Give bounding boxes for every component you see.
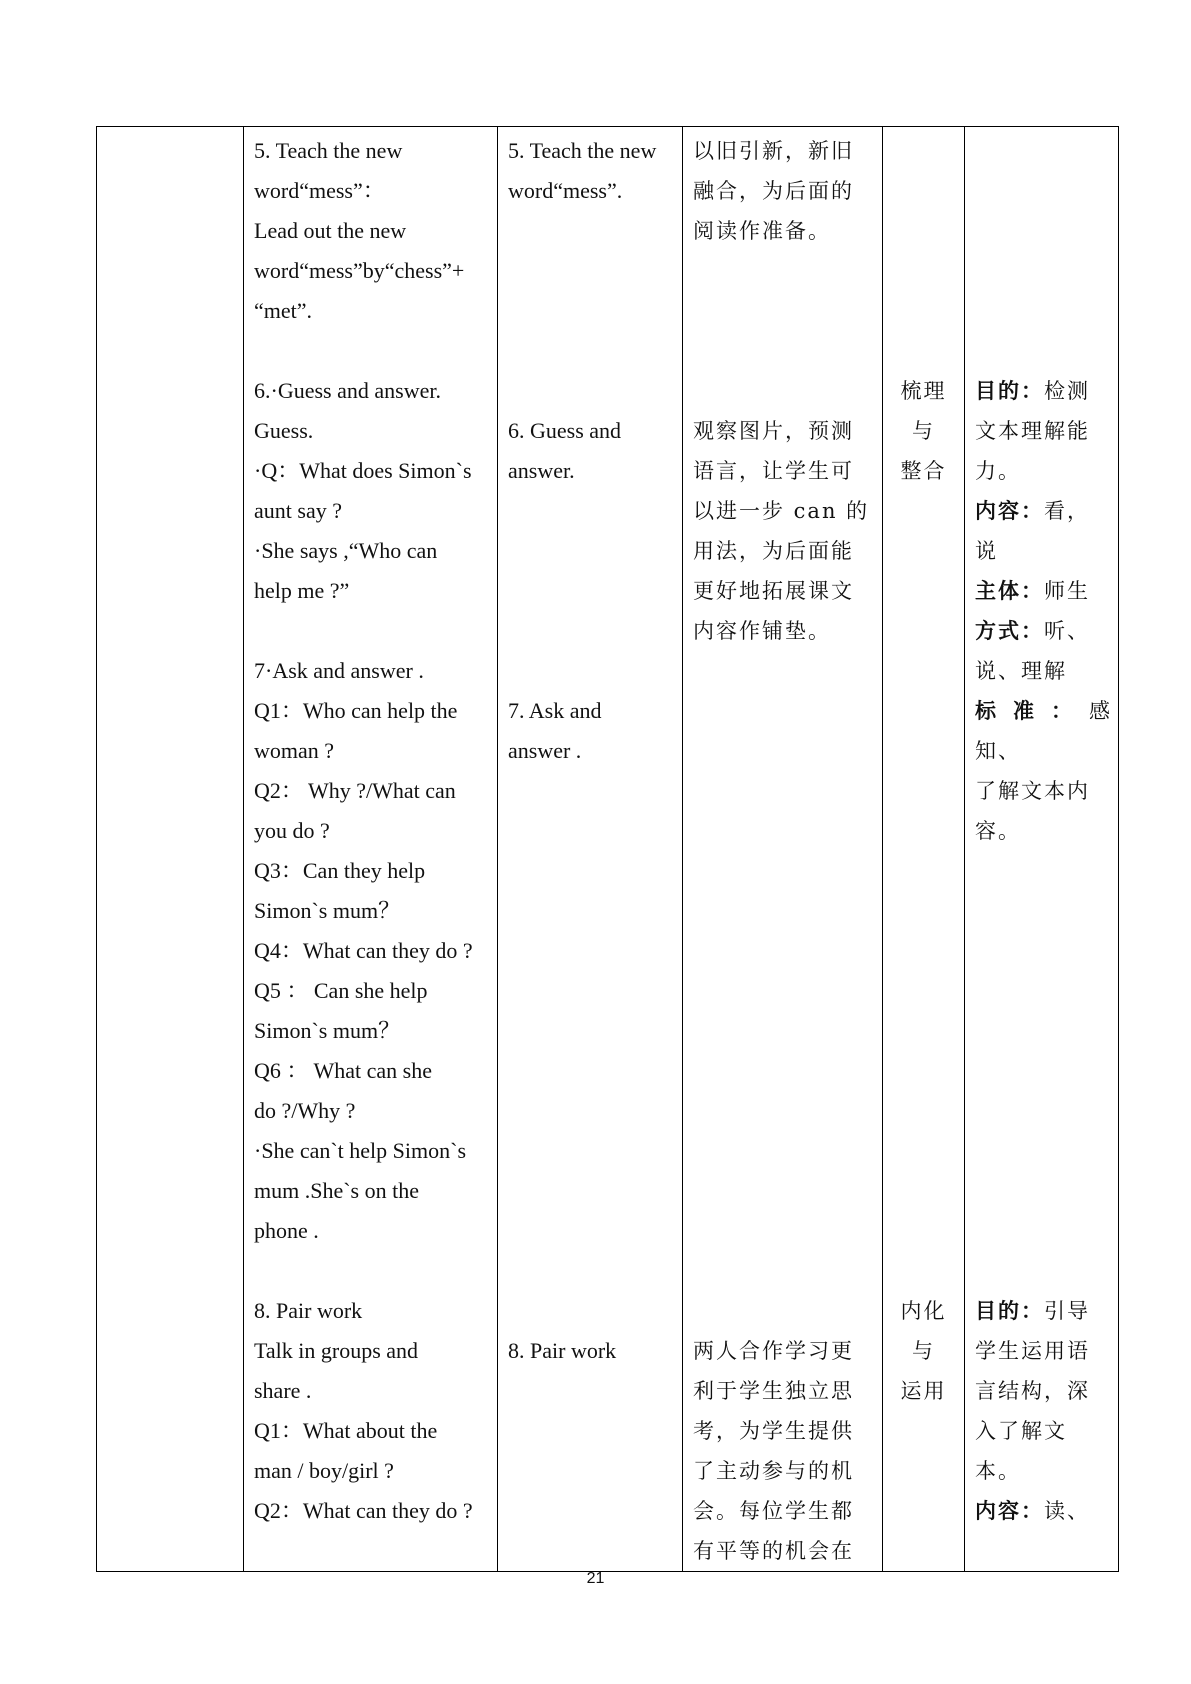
- evaluation-block: [975, 371, 1112, 1291]
- text-line: “met”.: [254, 298, 313, 323]
- text-line: 内化: [900, 1299, 947, 1323]
- text-line: word“mess”by“chess”+: [254, 258, 465, 283]
- text-line: Q2：What can they do ?: [254, 1498, 473, 1523]
- text-line: 7. Ask and: [508, 698, 602, 723]
- eval-label: 目的：: [975, 379, 1044, 403]
- text-line: 用法，为后面能: [693, 539, 854, 563]
- student-block: [508, 131, 672, 411]
- text-line: Q1：What about the: [254, 1418, 438, 1443]
- empty-stage-column: [97, 127, 244, 1572]
- eval-text: 文本理解能: [975, 419, 1090, 443]
- text-line: [975, 411, 1112, 451]
- text-line: [975, 611, 1112, 651]
- text-line: [975, 1331, 1112, 1371]
- type-block: [887, 1291, 960, 1411]
- text-line: Lead out the new: [254, 218, 407, 243]
- text-line: do ?/Why ?: [254, 1098, 356, 1123]
- text-line: 会。每位学生都: [693, 1499, 854, 1523]
- text-line: answer.: [508, 458, 575, 483]
- student-block: [508, 691, 672, 1331]
- text-line: man / boy/girl ?: [254, 1458, 394, 1483]
- text-line: word“mess”.: [508, 178, 623, 203]
- text-line: Guess.: [254, 418, 314, 443]
- text-line: ·Q：What does Simon`s: [254, 458, 472, 483]
- text-line: [975, 491, 1112, 531]
- text-line: [975, 771, 1112, 811]
- text-line: 更好地拓展课文: [693, 579, 854, 603]
- eval-label: 方式：: [975, 619, 1044, 643]
- text-line: Q6 ： What can she: [254, 1058, 432, 1083]
- intent-block: [693, 131, 872, 411]
- eval-text: 言结构，深: [975, 1379, 1090, 1403]
- eval-text: 感知、: [975, 699, 1112, 763]
- activity-block: [254, 651, 487, 1251]
- eval-text: 师生: [1044, 579, 1090, 603]
- text-line: 7·Ask and answer .: [254, 658, 424, 683]
- text-line: 5. Teach the new: [254, 138, 403, 163]
- eval-label: 目的：: [975, 1299, 1044, 1323]
- text-line: Q5 ： Can she help: [254, 978, 428, 1003]
- text-line: 以旧引新，新旧: [693, 139, 854, 163]
- activity-block: [254, 1291, 487, 1531]
- text-line: Q1：Who can help the: [254, 698, 458, 723]
- text-line: 内容作铺垫。: [693, 619, 831, 643]
- eval-text: 检测: [1044, 379, 1090, 403]
- eval-label: 主体：: [975, 579, 1044, 603]
- text-line: word“mess”：: [254, 178, 385, 203]
- text-line: [975, 651, 1112, 691]
- eval-text: 说: [975, 539, 998, 563]
- text-line: share .: [254, 1378, 312, 1403]
- activity-block: [254, 371, 487, 611]
- text-line: [975, 691, 1112, 771]
- text-line: 5. Teach the new: [508, 138, 657, 163]
- teacher-activities-cell: [244, 127, 498, 1572]
- eval-text: 看，: [1044, 499, 1090, 523]
- intent-block: [693, 411, 872, 1331]
- text-line: 与: [912, 1339, 935, 1363]
- eval-text: 读、: [1044, 1499, 1090, 1523]
- text-line: phone .: [254, 1218, 319, 1243]
- text-line: 阅读作准备。: [693, 219, 831, 243]
- text-line: 整合: [900, 459, 947, 483]
- design-intent-cell: [683, 127, 883, 1572]
- text-line: ·She can`t help Simon`s: [254, 1138, 467, 1163]
- text-line: 语言，让学生可: [693, 459, 854, 483]
- text-line: [975, 531, 1112, 571]
- text-line: 8. Pair work: [254, 1298, 363, 1323]
- text-line: answer .: [508, 738, 582, 763]
- text-line: ·She says ,“Who can: [254, 538, 438, 563]
- text-line: [975, 1491, 1112, 1531]
- text-line: 考，为学生提供: [693, 1419, 854, 1443]
- eval-text: 本。: [975, 1459, 1021, 1483]
- text-line: aunt say ?: [254, 498, 342, 523]
- activity-block: [254, 131, 487, 331]
- evaluation-cell: [965, 127, 1119, 1572]
- eval-text: 力。: [975, 459, 1021, 483]
- text-line: mum .She`s on the: [254, 1178, 419, 1203]
- eval-label: 内容：: [975, 499, 1044, 523]
- text-line: [975, 1411, 1112, 1451]
- text-line: help me ?”: [254, 578, 350, 603]
- text-line: Q3：Can they help: [254, 858, 426, 883]
- eval-text: 容。: [975, 819, 1021, 843]
- text-line: Talk in groups and: [254, 1338, 419, 1363]
- text-line: Q2： Why ?/What can: [254, 778, 456, 803]
- text-line: Simon`s mum？: [254, 898, 401, 923]
- eval-text: 学生运用语: [975, 1339, 1090, 1363]
- text-line: 6.·Guess and answer.: [254, 378, 441, 403]
- text-line: [975, 1291, 1112, 1331]
- text-line: [975, 1371, 1112, 1411]
- text-line: 运用: [900, 1379, 947, 1403]
- text-line: 有平等的机会在: [693, 1539, 854, 1563]
- eval-label: 内容：: [975, 1499, 1044, 1523]
- text-line: 两人合作学习更: [693, 1339, 854, 1363]
- text-line: Simon`s mum？: [254, 1018, 401, 1043]
- text-line: you do ?: [254, 818, 330, 843]
- text-line: 了主动参与的机: [693, 1459, 854, 1483]
- text-line: 8. Pair work: [508, 1338, 617, 1363]
- text-line: Q4：What can they do ?: [254, 938, 473, 963]
- text-line: [975, 451, 1112, 491]
- eval-label: 标准：: [975, 699, 1089, 723]
- lesson-plan-table: [96, 126, 1119, 1572]
- student-activities-cell: [498, 127, 683, 1572]
- eval-text: 听、: [1044, 619, 1090, 643]
- text-line: [975, 1451, 1112, 1491]
- eval-text: 入了解文: [975, 1419, 1067, 1443]
- text-line: 与: [912, 419, 935, 443]
- intent-block: [693, 1331, 872, 1571]
- eval-text: 说、理解: [975, 659, 1067, 683]
- text-line: 梳理: [900, 379, 947, 403]
- page-number: 21: [586, 1570, 605, 1587]
- activity-type-cell: [883, 127, 965, 1572]
- student-block: [508, 1331, 672, 1371]
- text-line: [975, 371, 1112, 411]
- text-line: 融合，为后面的: [693, 179, 854, 203]
- evaluation-block: [975, 1291, 1112, 1531]
- text-line: [975, 571, 1112, 611]
- type-block: [887, 371, 960, 1291]
- text-line: 以进一步 can 的: [693, 499, 870, 523]
- text-line: [975, 811, 1112, 851]
- eval-text: 了解文本内: [975, 779, 1090, 803]
- text-line: woman ?: [254, 738, 335, 763]
- student-block: [508, 411, 672, 691]
- text-line: 观察图片，预测: [693, 419, 854, 443]
- eval-text: 引导: [1044, 1299, 1090, 1323]
- text-line: 6. Guess and: [508, 418, 622, 443]
- text-line: 利于学生独立思: [693, 1379, 854, 1403]
